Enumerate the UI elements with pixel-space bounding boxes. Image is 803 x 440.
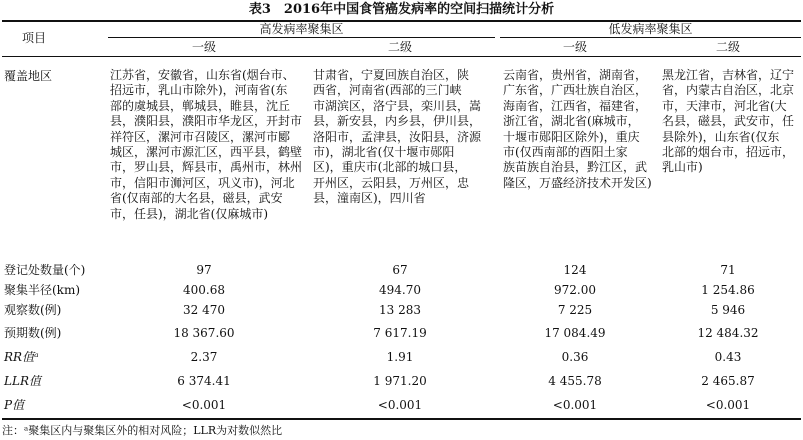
row-value: 6 374.41: [177, 374, 231, 388]
coverage-label: 覆盖地区: [4, 69, 53, 83]
row-value: <0.001: [377, 398, 423, 412]
header-high-level2: 二级: [387, 40, 412, 54]
row-value: 18 367.60: [173, 326, 235, 340]
header-high-level1: 一级: [191, 40, 216, 54]
row-value: 97: [196, 263, 212, 277]
coverage-low-level2: 黑龙江省，吉林省，辽宁 省，内蒙古自治区，北京 市，天津市，河北省(大 名县，磁县，武安市，任 县除外)，山东省(仅东 北部的烟台市，招远市， 乳山市): [662, 68, 795, 175]
low-group-rule: [500, 37, 801, 38]
header-item: 项目: [22, 31, 47, 45]
row-value: 5 946: [710, 303, 746, 317]
header-low-level1: 一级: [562, 40, 587, 54]
row-value: 4 455.78: [548, 374, 602, 388]
row-value: 2.37: [190, 350, 218, 364]
header-high-group: 高发病率聚集区: [259, 22, 344, 36]
header-bottom-rule: [2, 56, 801, 57]
row-value: 972.00: [554, 283, 596, 297]
row-value: 494.70: [379, 283, 421, 297]
header-low-group: 低发病率聚集区: [608, 22, 693, 36]
row-label: 观察数(例): [4, 303, 62, 317]
row-value: 124: [563, 263, 587, 277]
row-value: 71: [720, 263, 736, 277]
row-value: 400.68: [183, 283, 225, 297]
table-title: 表3 2016年中国食管癌发病率的空间扫描统计分析: [248, 2, 555, 17]
row-value: 0.43: [714, 350, 742, 364]
row-value: 32 470: [183, 303, 225, 317]
row-value: 1 971.20: [373, 374, 427, 388]
coverage-high-level1: 江苏省，安徽省，山东省(烟台市、 招远市，乳山市除外)，河南省(东 部的虞城县，郸城县，睢县，沈丘 县，濮阳县，濮阳市华龙区，开封市 祥符区，漯河市召陵区，漯河市郾 城区，漯河市源汇区，西平县，鹤壁 市，罗山县，辉县市，禹州市，林州 市，信阳市浉河区，巩义市)，河北 省(仅南部的大名县，磁县，武安 市，任县)，湖北省(仅麻城市): [110, 68, 303, 221]
row-label: 聚集半径(km): [4, 283, 81, 297]
row-value: 67: [392, 263, 408, 277]
row-value: 1 254.86: [701, 283, 755, 297]
row-value: 12 484.32: [697, 326, 759, 340]
high-group-rule: [108, 37, 495, 38]
coverage-low-level1: 云南省，贵州省，湖南省， 广东省，广西壮族自治区， 海南省，江西省，福建省， 浙江省，湖北省(麻城市， 十堰市郧阳区除外)，重庆 市(仅西南部的酉阳土家 族苗族自治县，黔江区，武 隆区，万盛经济技术开发区): [503, 68, 652, 190]
row-value: <0.001: [181, 398, 227, 412]
row-value: <0.001: [552, 398, 598, 412]
row-value: 7 617.19: [373, 326, 427, 340]
row-value: 2 465.87: [701, 374, 755, 388]
row-label: 登记处数量(个): [4, 263, 86, 277]
bottom-rule: [2, 418, 801, 420]
table-footnote: 注：ᵃ聚集区内与聚集区外的相对风险；LLR为对数似然比: [2, 424, 283, 437]
row-value: 13 283: [379, 303, 421, 317]
row-label: RR值ᵃ: [4, 350, 39, 364]
row-label: LLR值: [4, 374, 41, 388]
row-value: 0.36: [561, 350, 589, 364]
row-value: 1.91: [386, 350, 414, 364]
row-value: 7 225: [557, 303, 593, 317]
row-label: 预期数(例): [4, 326, 62, 340]
row-value: <0.001: [705, 398, 751, 412]
row-value: 17 084.49: [544, 326, 606, 340]
coverage-high-level2: 甘肃省，宁夏回族自治区，陕 西省，河南省(西部的三门峡 市湖滨区，洛宁县，栾川县，嵩 县，新安县，内乡县，伊川县， 洛阳市，孟津县，汝阳县，济源 市)，湖北省(仅十堰市郧阳 区)，重庆市(北部的城口县， 开州区，云阳县，万州区，忠 县，潼南区)，四川省: [313, 68, 482, 206]
row-label: P值: [4, 398, 25, 412]
header-low-level2: 二级: [715, 40, 740, 54]
